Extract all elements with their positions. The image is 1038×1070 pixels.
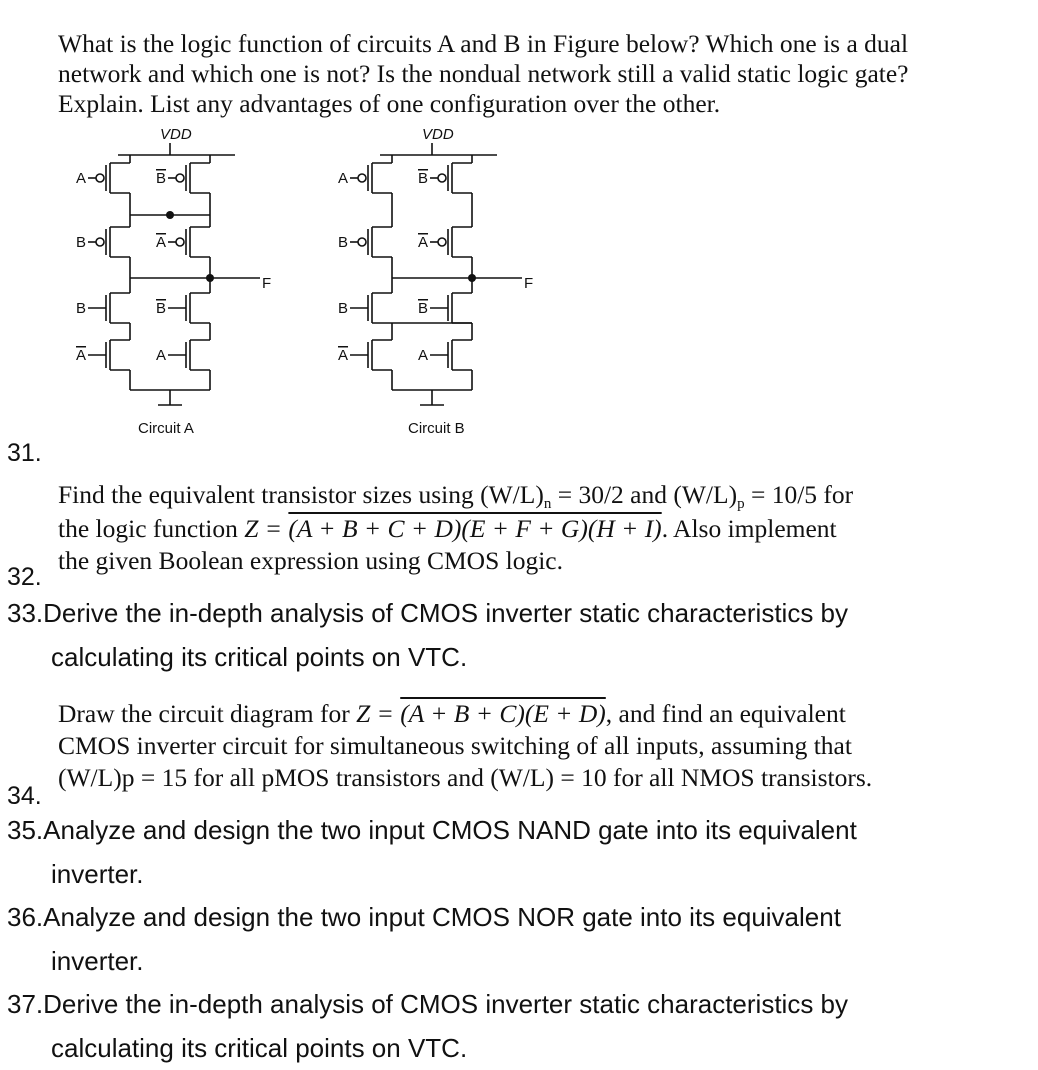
- input-b-bbar1: B: [418, 170, 429, 187]
- input-a-abar1: A: [156, 234, 167, 251]
- output-label-b: F: [524, 275, 534, 292]
- q32-text-b: = 30/2 and (W/L): [551, 480, 738, 509]
- q32-line2-suffix: . Also implement: [661, 514, 837, 543]
- output-label-a: F: [262, 275, 272, 292]
- circuit-a-caption: Circuit A: [138, 420, 194, 437]
- q33-number: 33.: [7, 598, 44, 628]
- q34-line-3: (W/L)p = 15 for all pMOS transistors and (W/L) = 10 for all NMOS transistors.: [58, 763, 873, 792]
- q35: [7, 808, 857, 896]
- q32-line-3: the given Boolean expression using CMOS logic.: [58, 546, 563, 575]
- q36-line-2: inverter.: [51, 946, 144, 976]
- q32-expression: (A + B + C + D)(E + F + G)(H + I): [288, 514, 662, 543]
- q33-line-1: Derive the in-depth analysis of CMOS inverter static characteristics by: [43, 598, 849, 628]
- q32-text-c: = 10/5 for: [744, 480, 854, 509]
- q34-line-1: [58, 699, 846, 729]
- q34-z: Z =: [356, 699, 401, 728]
- circuit-figure: [60, 115, 580, 445]
- q34-line-2: CMOS inverter circuit for simultaneous switching of all inputs, assuming that: [58, 731, 852, 760]
- input-b-a1: A: [338, 170, 349, 187]
- q34-line1-suffix: , and find an equivalent: [605, 699, 846, 728]
- q31-line-2: network and which one is not? Is the nondual network still a valid static logic gate?: [58, 59, 909, 88]
- q33-line-2: calculating its critical points on VTC.: [51, 642, 468, 672]
- q35-line-1: Analyze and design the two input CMOS NAND gate into its equivalent: [43, 815, 857, 845]
- q37-line-1: Derive the in-depth analysis of CMOS inverter static characteristics by: [43, 989, 849, 1019]
- input-a-bbar2: B: [156, 300, 167, 317]
- input-b-a2: A: [418, 347, 429, 364]
- vdd-label-b: VDD: [422, 126, 454, 143]
- input-a-a1: A: [76, 170, 87, 187]
- input-a-bbar1: B: [156, 170, 167, 187]
- input-a-a2: A: [156, 347, 167, 364]
- q32-line2-prefix: the logic function: [58, 514, 245, 543]
- input-b-b1: B: [338, 234, 349, 251]
- q32-sub-p: p: [737, 496, 745, 512]
- q37: [7, 982, 848, 1070]
- q37-line-2: calculating its critical points on VTC.: [51, 1033, 468, 1063]
- q34-line1-prefix: Draw the circuit diagram for: [58, 699, 357, 728]
- q36-line-1: Analyze and design the two input CMOS NOR gate into its equivalent: [43, 902, 841, 932]
- q31-line-3: Explain. List any advantages of one configuration over the other.: [58, 89, 721, 118]
- q31-line-1: What is the logic function of circuits A and B in Figure below? Which one is a dual: [58, 29, 909, 58]
- input-b-b2: B: [338, 300, 349, 317]
- input-a-b1: B: [76, 234, 87, 251]
- input-b-abar1: A: [418, 234, 429, 251]
- vdd-label-a: VDD: [160, 126, 192, 143]
- input-b-bbar2: B: [418, 300, 429, 317]
- q36-number: 36.: [7, 902, 44, 932]
- q32-line-2: [58, 514, 837, 544]
- q32-number: 32.: [7, 563, 42, 591]
- q32-z: Z =: [244, 514, 289, 543]
- q36: [7, 895, 841, 983]
- input-b-abar2: A: [338, 347, 349, 364]
- q34-number: 34.: [7, 782, 42, 810]
- q37-number: 37.: [7, 989, 44, 1019]
- q35-number: 35.: [7, 815, 44, 845]
- q32-sub-n: n: [543, 496, 552, 512]
- q33: [7, 591, 848, 679]
- circuit-b-caption: Circuit B: [408, 420, 465, 437]
- q32-text-a: Find the equivalent transistor sizes using (W/L): [58, 480, 544, 509]
- input-a-abar2: A: [76, 347, 87, 364]
- input-a-b2: B: [76, 300, 87, 317]
- q34-expression: (A + B + C)(E + D): [400, 699, 606, 728]
- q31-number: 31.: [7, 439, 42, 467]
- q32-line-1: [58, 480, 853, 514]
- q35-line-2: inverter.: [51, 859, 144, 889]
